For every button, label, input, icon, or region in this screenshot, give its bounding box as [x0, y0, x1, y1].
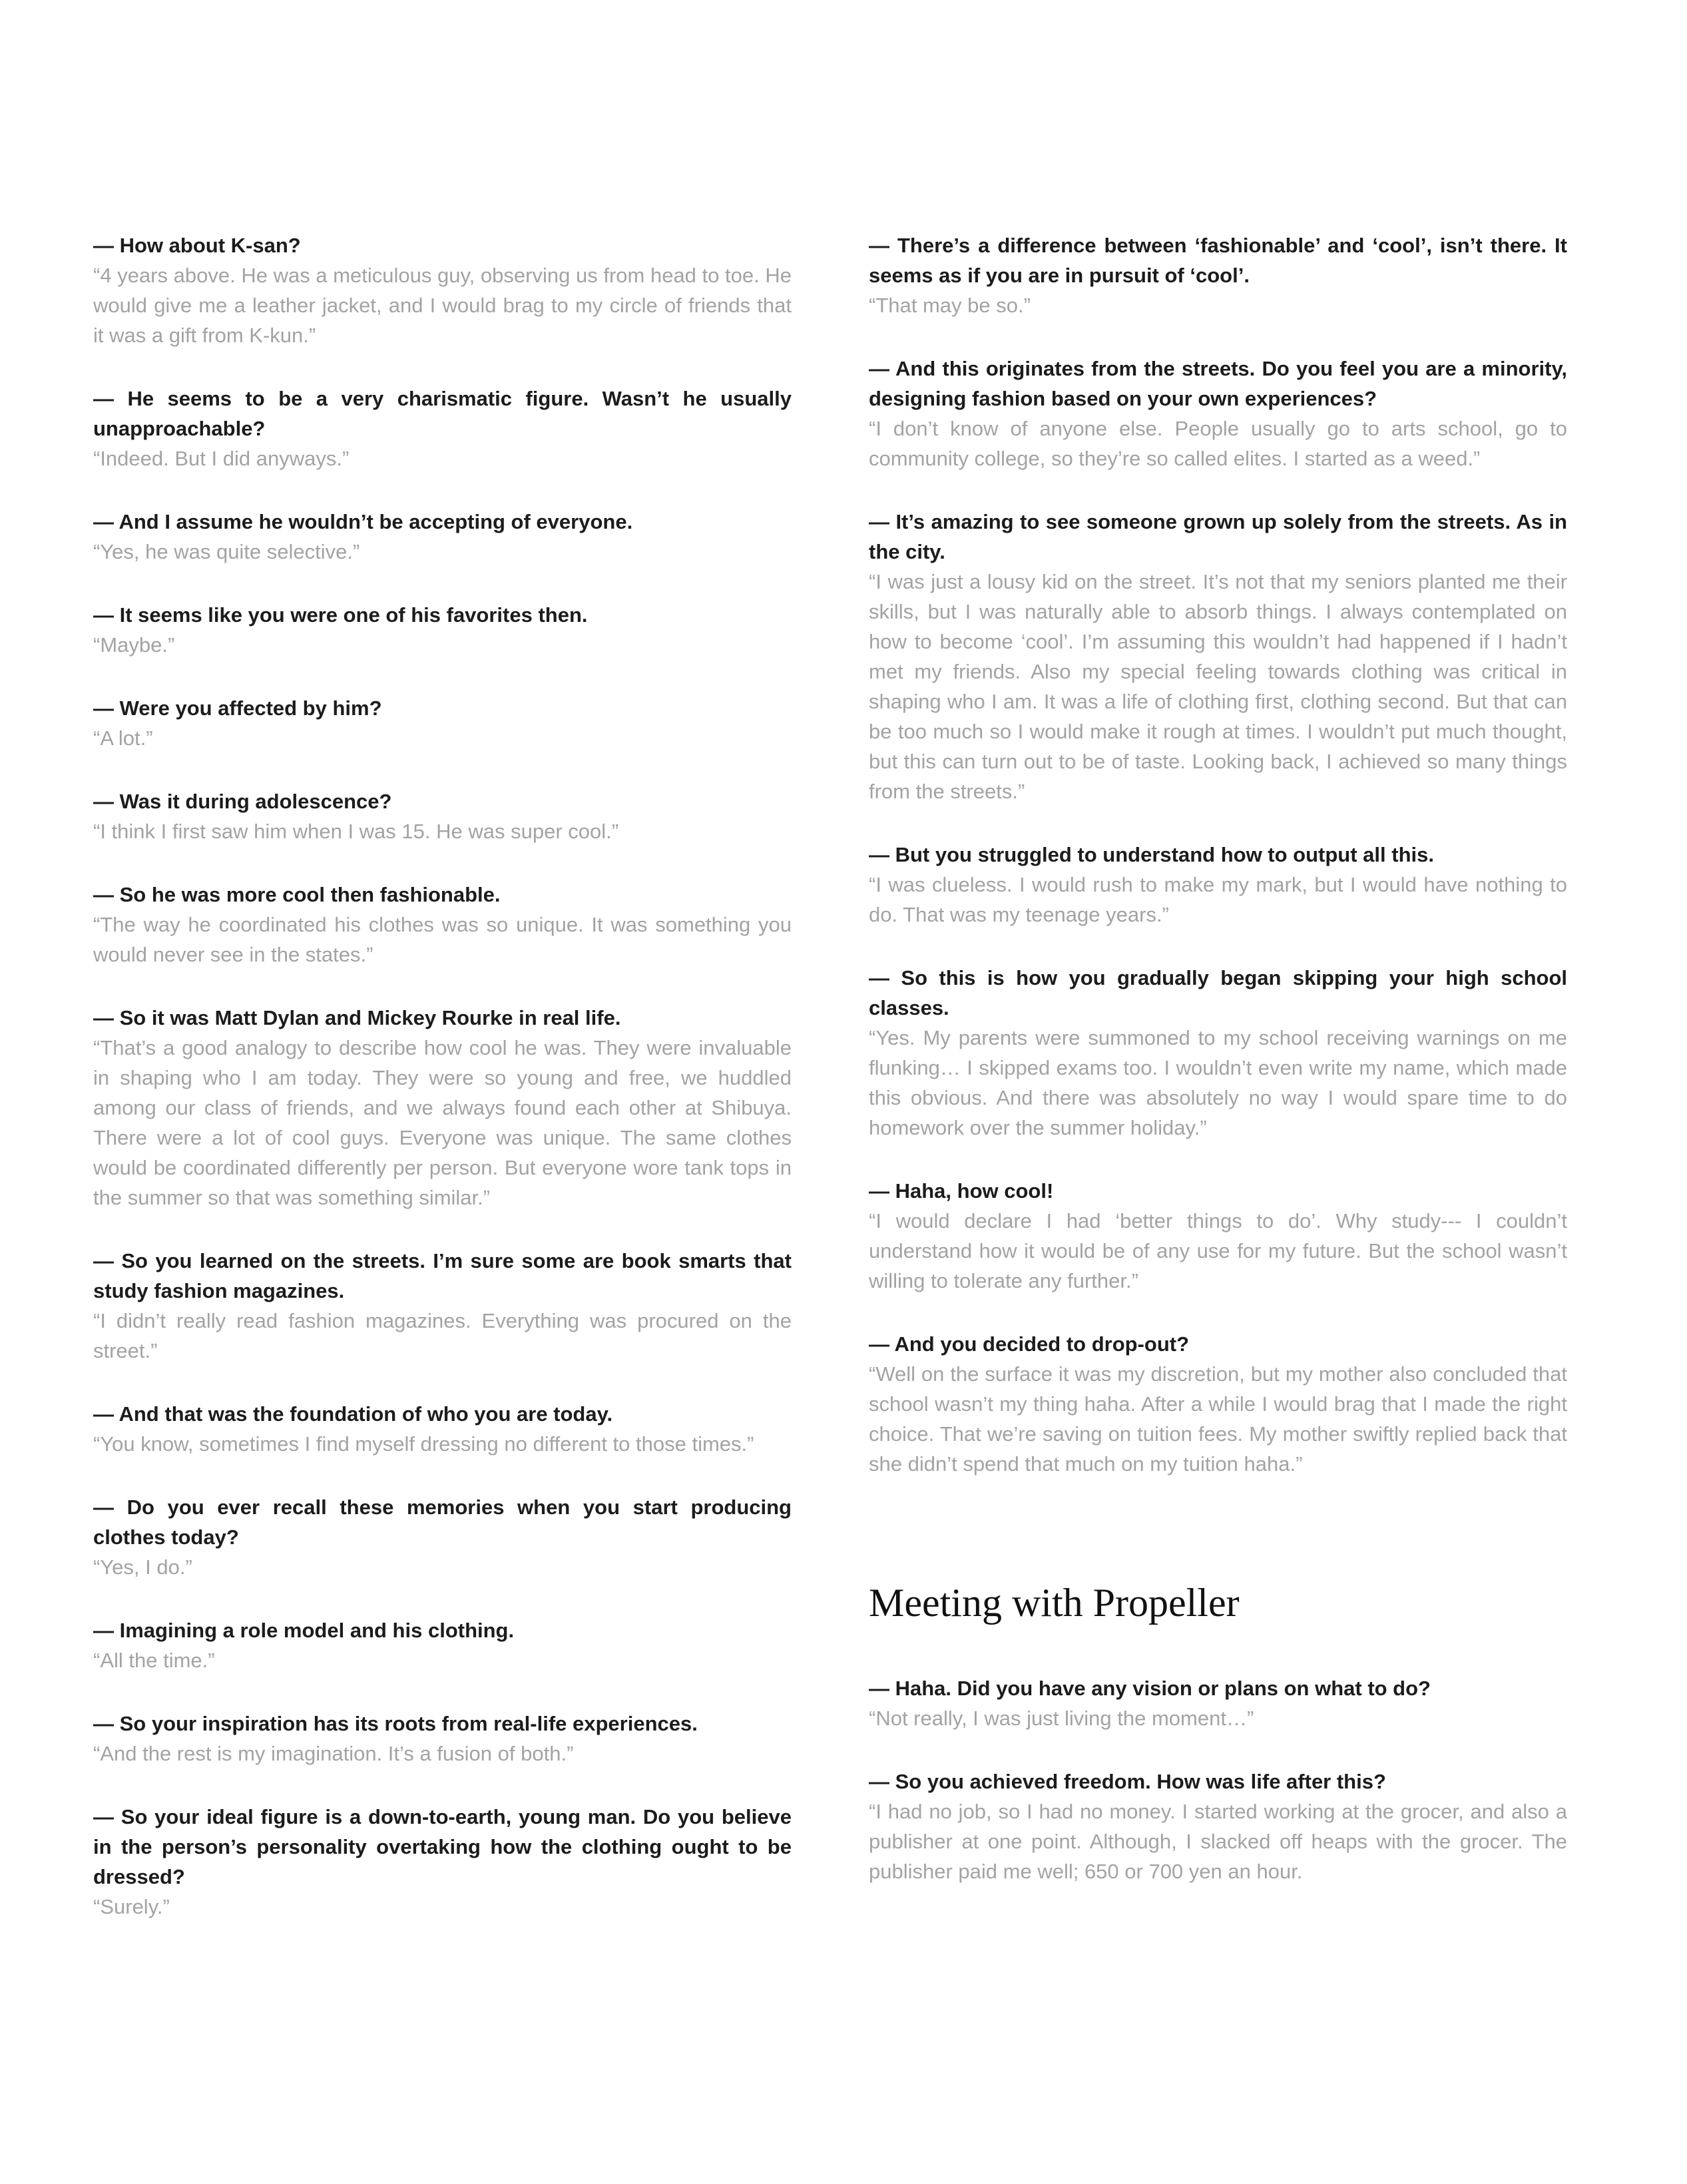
interview-question: — And this originates from the streets. Do you feel you are a minority, designing fashion based on your own experiences?	[869, 357, 1567, 410]
qa-block	[869, 507, 1567, 806]
interview-answer: “I was just a lousy kid on the street. It’s not that my seniors planted me their skills, but I was naturally able to absorb things. I always contemplated on how to become ‘cool’. I’m assuming this wouldn’t had happened if I hadn’t met my friends. Also my special feeling towards clothing was critical in shaping who I am. It was a life of clothing first, clothing second. But that can be too much so I would make it rough at times. I wouldn’t put much thought, but this can turn out to be of taste. Looking back, I achieved so many things from the streets.”	[869, 570, 1567, 803]
interview-question: — And you decided to drop-out?	[869, 1332, 1190, 1356]
qa-block	[93, 507, 792, 567]
interview-answer: “Yes. My parents were summoned to my school receiving warnings on me flunking… I skipped exams too. I wouldn’t even write my name, which made this obvious. And there was absolutely no way I would spare time to do homework over the summer holiday.”	[869, 1026, 1567, 1139]
interview-answer: “All the time.”	[93, 1649, 215, 1672]
interview-question: — So you learned on the streets. I’m sure some are book smarts that study fashion magazines.	[93, 1249, 792, 1302]
qa-block	[93, 1003, 792, 1213]
interview-answer: “4 years above. He was a meticulous guy, observing us from head to toe. He would give me a leather jacket, and I would brag to my circle of friends that it was a gift from K-kun.”	[93, 264, 792, 347]
qa-block	[93, 600, 792, 660]
qa-block	[93, 1709, 792, 1769]
qa-block	[869, 354, 1567, 473]
interview-answer: “Not really, I was just living the moment…”	[869, 1707, 1254, 1730]
qa-block	[93, 1492, 792, 1582]
interview-answer: “That may be so.”	[869, 294, 1031, 317]
interview-question: — Imagining a role model and his clothing.	[93, 1619, 515, 1642]
interview-question: — Haha. Did you have any vision or plans on what to do?	[869, 1677, 1431, 1700]
interview-answer: “Surely.”	[93, 1895, 170, 1918]
interview-question: — Was it during adolescence?	[93, 790, 392, 813]
qa-block	[93, 880, 792, 969]
qa-block	[93, 230, 792, 350]
interview-answer: “You know, sometimes I find myself dressing no different to those times.”	[93, 1432, 754, 1456]
interview-question: — How about K-san?	[93, 234, 301, 257]
interview-question: — So he was more cool then fashionable.	[93, 883, 501, 906]
interview-answer: “That’s a good analogy to describe how cool he was. They were invaluable in shaping who I am today. They were so young and free, we huddled among our class of friends, and we always found each other at Shibuya. There were a lot of cool guys. Everyone was unique. The same clothes would be coordinated differently per person. But everyone wore tank tops in the summer so that was something similar.”	[93, 1036, 792, 1209]
interview-question: — So your ideal figure is a down-to-earth, young man. Do you believe in the person’s personality overtaking how the clothing ought to be dressed?	[93, 1805, 792, 1888]
qa-block	[869, 1767, 1567, 1886]
qa-block	[93, 1246, 792, 1366]
interview-question: — But you struggled to understand how to output all this.	[869, 843, 1434, 866]
interview-answer: “Yes, I do.”	[93, 1555, 192, 1579]
interview-question: — Haha, how cool!	[869, 1179, 1054, 1203]
interview-question: — There’s a difference between ‘fashionable’ and ‘cool’, isn’t there. It seems as if you are in pursuit of ‘cool’.	[869, 234, 1567, 287]
interview-answer: “I didn’t really read fashion magazines. Everything was procured on the street.”	[93, 1309, 792, 1362]
interview-question: — So you achieved freedom. How was life after this?	[869, 1770, 1386, 1793]
qa-block	[93, 1615, 792, 1675]
interview-answer: “Yes, he was quite selective.”	[93, 540, 360, 563]
interview-answer: “A lot.”	[93, 726, 153, 750]
interview-answer: “I would declare I had ‘better things to do’. Why study--- I couldn’t understand how it would be of any use for my future. But the school wasn’t willing to tolerate any further.”	[869, 1209, 1567, 1292]
qa-block	[869, 963, 1567, 1143]
qa-block	[93, 384, 792, 473]
qa-block	[93, 1802, 792, 1922]
interview-question: — It’s amazing to see someone grown up solely from the streets. As in the city.	[869, 510, 1567, 563]
qa-block	[93, 786, 792, 846]
interview-question: — It seems like you were one of his favorites then.	[93, 603, 588, 627]
qa-block	[869, 230, 1567, 320]
qa-block	[93, 1399, 792, 1459]
interview-answer: “I think I first saw him when I was 15. He was super cool.”	[93, 820, 619, 843]
interview-answer: “The way he coordinated his clothes was so unique. It was something you would never see in the states.”	[93, 913, 792, 966]
right-column	[869, 230, 1567, 1955]
qa-block	[93, 693, 792, 753]
interview-question: — So it was Matt Dylan and Mickey Rourke in real life.	[93, 1006, 621, 1029]
interview-answer: “Well on the surface it was my discretion, but my mother also concluded that school wasn’t my thing haha. After a while I would brag that I made the right choice. That we’re saving on tuition fees. My mother swiftly replied back that she didn’t spend that much on my tuition haha.”	[869, 1362, 1567, 1476]
qa-block	[869, 1329, 1567, 1479]
interview-answer: “I don’t know of anyone else. People usually go to arts school, go to community college, so they’re so called elites. I started as a weed.”	[869, 417, 1567, 470]
interview-question: — And I assume he wouldn’t be accepting of everyone.	[93, 510, 633, 533]
interview-question: — So this is how you gradually began skipping your high school classes.	[869, 966, 1567, 1019]
interview-question: — He seems to be a very charismatic figure. Wasn’t he usually unapproachable?	[93, 387, 792, 440]
qa-block	[869, 840, 1567, 930]
interview-question: — And that was the foundation of who you are today.	[93, 1402, 613, 1426]
interview-answer: “I was clueless. I would rush to make my mark, but I would have nothing to do. That was my teenage years.”	[869, 873, 1567, 926]
interview-question: — Were you affected by him?	[93, 696, 382, 720]
interview-answer: “And the rest is my imagination. It’s a fusion of both.”	[93, 1742, 574, 1765]
interview-answer: “I had no job, so I had no money. I started working at the grocer, and also a publisher at one point. Although, I slacked off heaps with the grocer. The publisher paid me well; 650 or 700 yen an hour.	[869, 1800, 1567, 1883]
qa-block	[869, 1673, 1567, 1733]
interview-answer: “Indeed. But I did anyways.”	[93, 447, 350, 470]
interview-answer: “Maybe.”	[93, 633, 175, 657]
section-heading: Meeting with Propeller	[869, 1581, 1240, 1625]
qa-block	[869, 1176, 1567, 1296]
interview-question: — Do you ever recall these memories when you start producing clothes today?	[93, 1496, 792, 1549]
left-column	[93, 230, 792, 1955]
interview-question: — So your inspiration has its roots from real-life experiences.	[93, 1712, 698, 1735]
